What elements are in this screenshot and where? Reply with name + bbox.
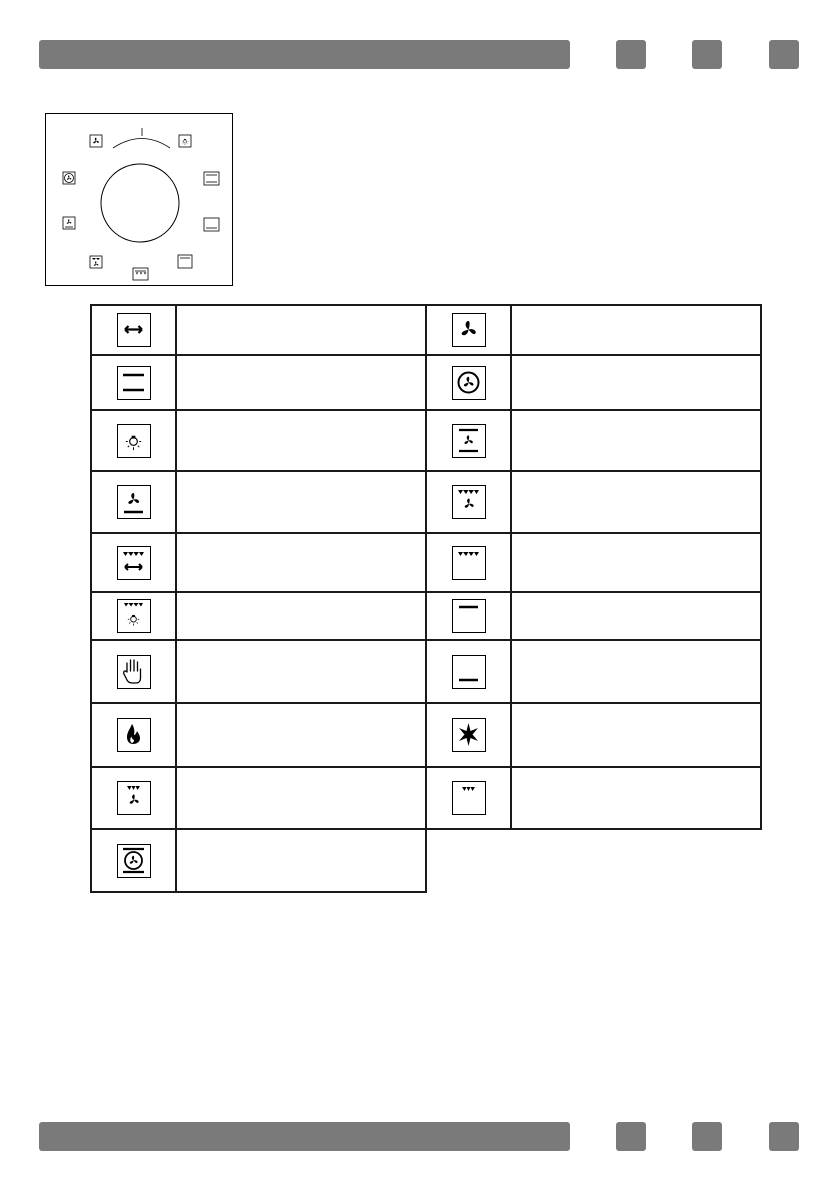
legend-icon-cell [426,410,511,471]
dial-fan-icon [90,135,102,147]
legend-description [511,305,761,355]
half-grill-icon [452,781,486,815]
legend-icon-cell [91,829,176,892]
legend-icon-cell [91,640,176,703]
empty-cell [426,829,761,892]
legend-icon-cell [91,703,176,767]
legend-icon-cell [426,533,511,592]
legend-description [511,410,761,471]
bottom-fan-icon [117,485,151,519]
legend-icon-cell [426,471,511,533]
defrost-star-icon [452,718,486,752]
legend-description [511,471,761,533]
dial-top-bottom-heat-icon [204,172,219,185]
legend-icon-cell [426,305,511,355]
oven-on-arrow-icon [117,313,151,347]
legend-description [511,703,761,767]
function-legend-table [90,304,762,893]
dial-top-heat-icon [178,255,192,268]
legend-icon-cell [91,305,176,355]
full-grill-icon [452,546,486,580]
legend-description [176,767,426,829]
dial-ring-fan-icon [63,172,75,184]
legend-description [511,640,761,703]
control-knob [101,164,179,242]
header-tab-1 [616,40,646,69]
header-tab-3 [769,40,799,69]
legend-icon-cell [91,533,176,592]
legend-description [176,305,426,355]
legend-description [176,829,426,892]
full-grill-fan-icon [452,485,486,519]
legend-description [511,767,761,829]
ring-fan-top-bottom-icon [117,844,151,878]
legend-description [176,410,426,471]
grill-lamp-icon [117,599,151,633]
legend-description [176,533,426,592]
dial-grill-icon [133,268,148,280]
legend-description [511,355,761,410]
legend-icon-cell [91,471,176,533]
legend-description [176,471,426,533]
footer-tab-3 [769,1122,799,1151]
legend-description [176,592,426,640]
flame-icon [117,718,151,752]
dial-bottom-heat-icon [204,218,219,231]
dial-arc [113,139,170,149]
legend-icon-cell [426,703,511,767]
top-bottom-heat-icon [117,366,151,400]
legend-description [176,640,426,703]
header-tab-2 [692,40,722,69]
legend-icon-cell [91,410,176,471]
header-bar [39,40,570,69]
footer-bar [39,1122,570,1151]
fan-icon [452,313,486,347]
legend-description [511,533,761,592]
legend-icon-cell [426,355,511,410]
legend-icon-cell [91,355,176,410]
footer-tab-2 [692,1122,722,1151]
dial-lamp-icon [179,135,191,147]
legend-description [176,355,426,410]
legend-description [176,703,426,767]
legend-description [511,592,761,640]
footer-tab-1 [616,1122,646,1151]
top-bottom-fan-icon [452,424,486,458]
legend-icon-cell [91,767,176,829]
lamp-icon [117,424,151,458]
grill-arrow-icon [117,546,151,580]
legend-icon-cell [426,592,511,640]
oven-control-panel [45,113,233,286]
hand-icon [117,655,151,689]
dial-grill-fan-icon [90,256,102,268]
bottom-heat-icon [452,655,486,689]
dial-bottom-fan-icon [63,217,75,229]
legend-icon-cell [426,640,511,703]
ring-fan-icon [452,366,486,400]
half-grill-fan-icon [117,781,151,815]
legend-icon-cell [426,767,511,829]
legend-icon-cell [91,592,176,640]
top-heat-icon [452,599,486,633]
